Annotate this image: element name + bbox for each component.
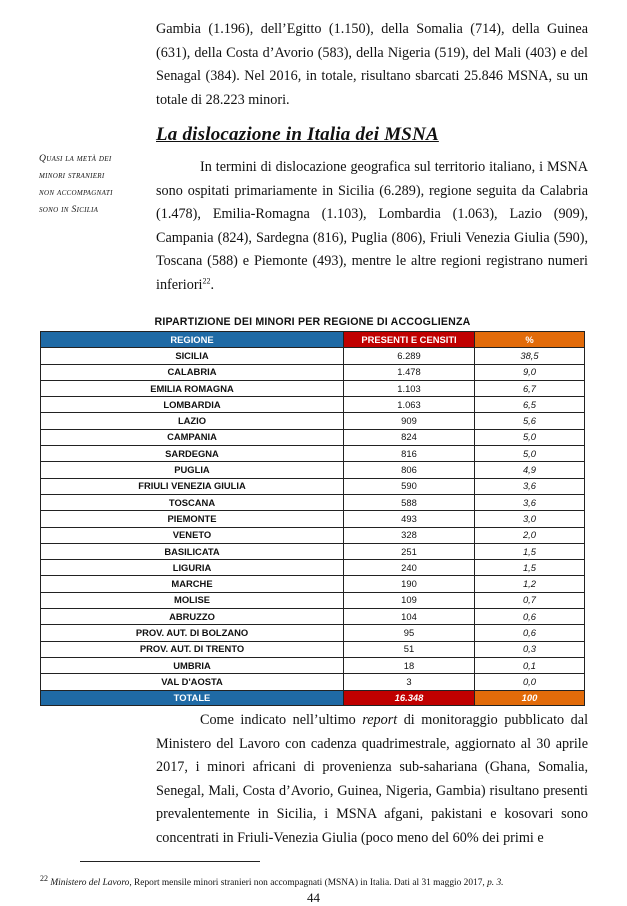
table-cell-count: 104 [344,609,475,625]
region-table [40,331,585,706]
header-percent: % [475,332,585,348]
footnote-separator [80,861,260,862]
table-row [41,543,585,559]
table-header-row [41,332,585,348]
table-cell-region: LAZIO [41,413,344,429]
section-heading: La dislocazione in Italia dei MSNA [156,124,439,145]
table-row [41,462,585,478]
table-cell-count: 588 [344,494,475,510]
table-cell-region: UMBRIA [41,657,344,673]
table-cell-percent: 1,2 [475,576,585,592]
table-cell-region: ABRUZZO [41,609,344,625]
paragraph-italic: report [362,712,398,728]
table-cell-percent: 1,5 [475,560,585,576]
table-cell-count: 109 [344,592,475,608]
paragraph-text: In termini di dislocazione geografica sul territorio italiano, i MSNA sono ospitati primariamente in Sicilia (6.289), regione seguita da Calabria (1.478), Emilia-Romagna (1.103), Lombardia (1.063), Lazio (909), Campania (824), Sardegna (816), Puglia (806), Friuli Venezia Giulia (590), Toscana (588) e Piemonte (493), mentre le altre regioni registrano numeri inferiori [156,159,588,293]
table-row [41,446,585,462]
footnote-reference[interactable]: 22 [202,276,211,286]
margin-note [39,150,145,218]
header-count: PRESENTI E CENSITI [344,332,475,348]
table-cell-percent: 0,6 [475,625,585,641]
table-cell-region: MOLISE [41,592,344,608]
table-row [41,380,585,396]
table-cell-count: 6.289 [344,348,475,364]
margin-note-line: Sicilia [71,204,99,215]
table-row [41,641,585,657]
table-cell-percent: 1,5 [475,543,585,559]
table-cell-count: 1.063 [344,397,475,413]
body-paragraph-2 [156,156,588,298]
table-cell-region: EMILIA ROMAGNA [41,380,344,396]
table-row [41,478,585,494]
margin-note-line: sono in [39,204,72,215]
table-cell-count: 240 [344,560,475,576]
table-cell-percent: 5,0 [475,429,585,445]
table-cell-count: 328 [344,527,475,543]
table-row [41,625,585,641]
table-cell-percent: 3,0 [475,511,585,527]
table-cell-region: BASILICATA [41,543,344,559]
footnote-number: 22 [40,873,48,883]
table-cell-region: TOSCANA [41,494,344,510]
paragraph-text: di monitoraggio pubblicato dal Ministero del Lavoro con cadenza quadrimestrale, aggiornato al 30 aprile 2017, i minori africani di provenienza sub-sahariana (Ghana, Somalia, Senegal, Mali, Costa d’Avorio, Guinea, Nigeria, Gambia) risultano presenti prevalentemente in Sicilia, i MSNA afgani, pakistani e kosovari sono concentrati in Friuli-Venezia Giulia (poco meno del 60% dei primi e [156,712,589,846]
table-cell-percent: 9,0 [475,364,585,380]
table-cell-region: SICILIA [41,348,344,364]
table-cell-count: 590 [344,478,475,494]
table-row [41,413,585,429]
table-row [41,511,585,527]
footnote [40,873,600,889]
total-percent: 100 [475,690,585,705]
table-row [41,592,585,608]
paragraph-end: . [210,276,215,293]
table-cell-percent: 0,3 [475,641,585,657]
table-cell-percent: 5,6 [475,413,585,429]
distribution-table [40,313,585,706]
table-cell-count: 493 [344,511,475,527]
table-cell-region: SARDEGNA [41,446,344,462]
table-cell-percent: 0,7 [475,592,585,608]
table-row [41,494,585,510]
paragraph-text: Come indicato nell’ultimo [200,712,363,728]
table-cell-percent: 38,5 [475,348,585,364]
table-cell-region: LIGURIA [41,560,344,576]
total-label: TOTALE [41,690,344,705]
table-cell-region: LOMBARDIA [41,397,344,413]
table-cell-percent: 3,6 [475,478,585,494]
table-cell-percent: 0,0 [475,674,585,690]
table-cell-percent: 3,6 [475,494,585,510]
table-cell-count: 18 [344,657,475,673]
footnote-page: p. 3. [487,878,504,888]
table-cell-percent: 5,0 [475,446,585,462]
table-cell-count: 824 [344,429,475,445]
table-cell-count: 3 [344,674,475,690]
table-title: RIPARTIZIONE DEI MINORI PER REGIONE DI ACCOGLIENZA [154,316,471,328]
table-cell-count: 909 [344,413,475,429]
table-cell-count: 1.478 [344,364,475,380]
table-cell-region: PIEMONTE [41,511,344,527]
table-cell-region: CAMPANIA [41,429,344,445]
table-row [41,674,585,690]
table-cell-region: VAL D'AOSTA [41,674,344,690]
table-cell-count: 251 [344,543,475,559]
total-count: 16.348 [344,690,475,705]
table-cell-count: 190 [344,576,475,592]
table-row [41,657,585,673]
margin-note-line: Quasi la metà dei [39,153,112,164]
table-cell-count: 51 [344,641,475,657]
table-row [41,348,585,364]
table-cell-count: 806 [344,462,475,478]
table-row [41,429,585,445]
table-row [41,527,585,543]
table-cell-percent: 2,0 [475,527,585,543]
body-paragraph-3 [156,709,588,851]
table-cell-percent: 6,7 [475,380,585,396]
header-region: REGIONE [41,332,344,348]
table-row [41,364,585,380]
table-cell-count: 1.103 [344,380,475,396]
table-cell-region: PUGLIA [41,462,344,478]
table-cell-region: PROV. AUT. DI TRENTO [41,641,344,657]
body-paragraph-1: Gambia (1.196), dell’Egitto (1.150), della Somalia (714), della Guinea (631), della Costa d’Avorio (583), della Nigeria (519), del Mali (403) e del Senagal (384). Nel 2016, in totale, risultano sbarcati 25.846 MSNA, su un totale di 28.223 minori. [156,21,588,108]
table-cell-percent: 6,5 [475,397,585,413]
table-cell-percent: 0,6 [475,609,585,625]
table-cell-region: PROV. AUT. DI BOLZANO [41,625,344,641]
table-cell-percent: 0,1 [475,657,585,673]
table-row [41,576,585,592]
table-cell-region: MARCHE [41,576,344,592]
table-cell-percent: 4,9 [475,462,585,478]
table-cell-region: VENETO [41,527,344,543]
table-row [41,609,585,625]
footnote-source: Ministero del Lavoro [50,878,130,888]
table-row [41,397,585,413]
table-row [41,560,585,576]
table-cell-region: FRIULI VENEZIA GIULIA [41,478,344,494]
table-total-row [41,690,585,705]
margin-note-line: non accompagnati [39,187,113,198]
footnote-text: , Report mensile minori stranieri non accompagnati (MSNA) in Italia. Dati al 31 maggio 2017, [129,878,488,888]
table-cell-count: 95 [344,625,475,641]
table-cell-region: CALABRIA [41,364,344,380]
margin-note-line: minori stranieri [39,170,105,181]
page-number: 44 [307,890,320,905]
table-cell-count: 816 [344,446,475,462]
